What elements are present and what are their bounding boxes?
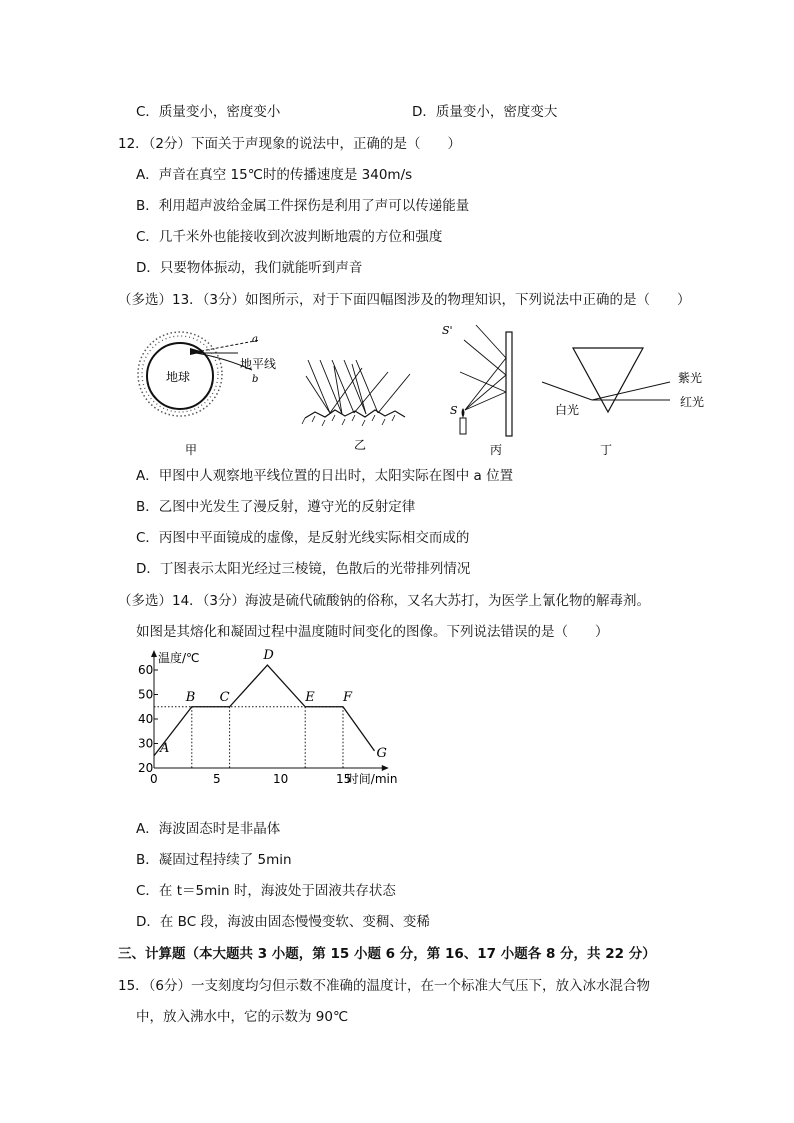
q12-stem: 12．（2分）下面关于声现象的说法中，正确的是（ ） <box>118 136 462 152</box>
point-label-A: A <box>160 740 170 756</box>
q12-option-b: B．利用超声波给金属工件探伤是利用了声可以传递能量 <box>136 198 470 214</box>
y-tick-label: 20 <box>138 761 154 775</box>
point-label-E: E <box>305 689 315 705</box>
label-violet: 紫光 <box>678 371 703 385</box>
q13-stem: （多选）13．（3分）如图所示，对于下面四幅图涉及的物理知识，下列说法中正确的是（ ） <box>118 292 691 308</box>
x-axis-title: 时间/min <box>346 772 398 786</box>
y-tick-label: 50 <box>138 687 154 702</box>
figure-ding <box>542 348 704 457</box>
reflected-rays <box>306 364 410 414</box>
chart-reference-lines <box>154 707 343 768</box>
y-tick-label: 60 <box>138 663 154 677</box>
earth-label: 地球 <box>166 370 191 384</box>
q15-line1: 15．（6分）一支刻度均匀但示数不准确的温度计，在一个标准大气压下，放入冰水混合物 <box>118 978 651 994</box>
temperature-curve <box>154 665 375 756</box>
q12-option-a: A．声音在真空 15℃时的传播速度是 340m/s <box>136 167 413 183</box>
y-axis-arrow-icon <box>151 650 157 657</box>
y-tick-label: 30 <box>138 736 154 751</box>
q14-stem-line1: （多选）14．（3分）海波是硫代硫酸钠的俗称，又名大苏打，为医学上氰化物的解毒剂。 <box>118 593 651 609</box>
point-label-F: F <box>343 689 353 705</box>
plane-mirror <box>506 332 512 436</box>
q14-option-a: A．海波固态时是非晶体 <box>136 821 281 837</box>
x-tick-label: 15 <box>336 772 352 786</box>
prism <box>573 348 643 412</box>
mirror-rays <box>460 325 506 410</box>
label-horizon: 地平线 <box>240 357 277 371</box>
point-label-G: G <box>376 745 387 761</box>
label-s-image: S' <box>442 324 453 337</box>
q11-option-d: D．质量变小，密度变大 <box>412 104 558 120</box>
melting-chart <box>118 646 438 786</box>
q12-option-d: D．只要物体振动，我们就能听到声音 <box>136 260 363 276</box>
q13-option-c: C．丙图中平面镜成的虚像，是反射光线实际相交而成的 <box>136 530 470 546</box>
caption-bing: 丙 <box>490 443 503 457</box>
q13-option-d: D．丁图表示太阳光经过三棱镜，色散后的光带排列情况 <box>136 561 471 577</box>
q14-option-c: C．在 t＝5min 时，海波处于固液共存状态 <box>136 883 396 899</box>
label-red: 红光 <box>680 395 705 409</box>
q13-figures <box>130 320 730 460</box>
label-s: S <box>450 404 458 417</box>
caption-yi: 乙 <box>354 438 367 452</box>
figure-yi <box>302 360 410 452</box>
x-axis-arrow-icon <box>382 765 389 771</box>
section-3-title: 三、计算题（本大题共 3 小题，第 15 小题 6 分，第 16、17 小题各 8 分，共 22 分） <box>118 946 656 962</box>
q13-option-a: A．甲图中人观察地平线位置的日出时，太阳实际在图中 a 位置 <box>136 468 514 484</box>
figure-bing <box>442 324 512 457</box>
y-axis-title: 温度/℃ <box>158 651 200 665</box>
point-label-C: C <box>219 689 230 705</box>
caption-ding: 丁 <box>600 443 613 457</box>
q14-option-d: D．在 BC 段，海波由固态慢慢变软、变稠、变稀 <box>136 914 430 930</box>
point-label-B: B <box>185 689 196 705</box>
x-tick-label: 0 <box>150 772 158 786</box>
candle-icon <box>460 418 466 434</box>
label-white-light: 白光 <box>555 403 580 417</box>
q11-option-c: C．质量变小，密度变小 <box>136 104 281 120</box>
figure-jia <box>138 332 276 457</box>
ray-a-dashed <box>196 340 260 352</box>
surface-hatch <box>302 415 395 426</box>
incident-rays <box>308 360 378 414</box>
label-a: a <box>252 334 258 345</box>
flame-icon <box>462 408 465 418</box>
x-tick-label: 10 <box>273 772 289 786</box>
label-b: b <box>252 374 259 385</box>
q14-option-b: B．凝固过程持续了 5min <box>136 852 292 868</box>
chart-series <box>154 665 375 756</box>
q13-option-b: B．乙图中光发生了漫反射，遵守光的反射定律 <box>136 499 416 515</box>
chart-labels <box>138 648 397 786</box>
caption-jia: 甲 <box>185 443 198 457</box>
x-tick-label: 5 <box>213 772 221 786</box>
q14-stem-line2: 如图是其熔化和凝固过程中温度随时间变化的图像。下列说法错误的是（ ） <box>136 624 609 640</box>
point-label-D: D <box>263 648 274 664</box>
y-tick-label: 40 <box>138 712 154 726</box>
q15-line2: 中，放入沸水中，它的示数为 90℃ <box>136 1009 349 1025</box>
q12-option-c: C．几千米外也能接收到次波判断地震的方位和强度 <box>136 229 443 245</box>
white-light-ray <box>542 382 592 400</box>
